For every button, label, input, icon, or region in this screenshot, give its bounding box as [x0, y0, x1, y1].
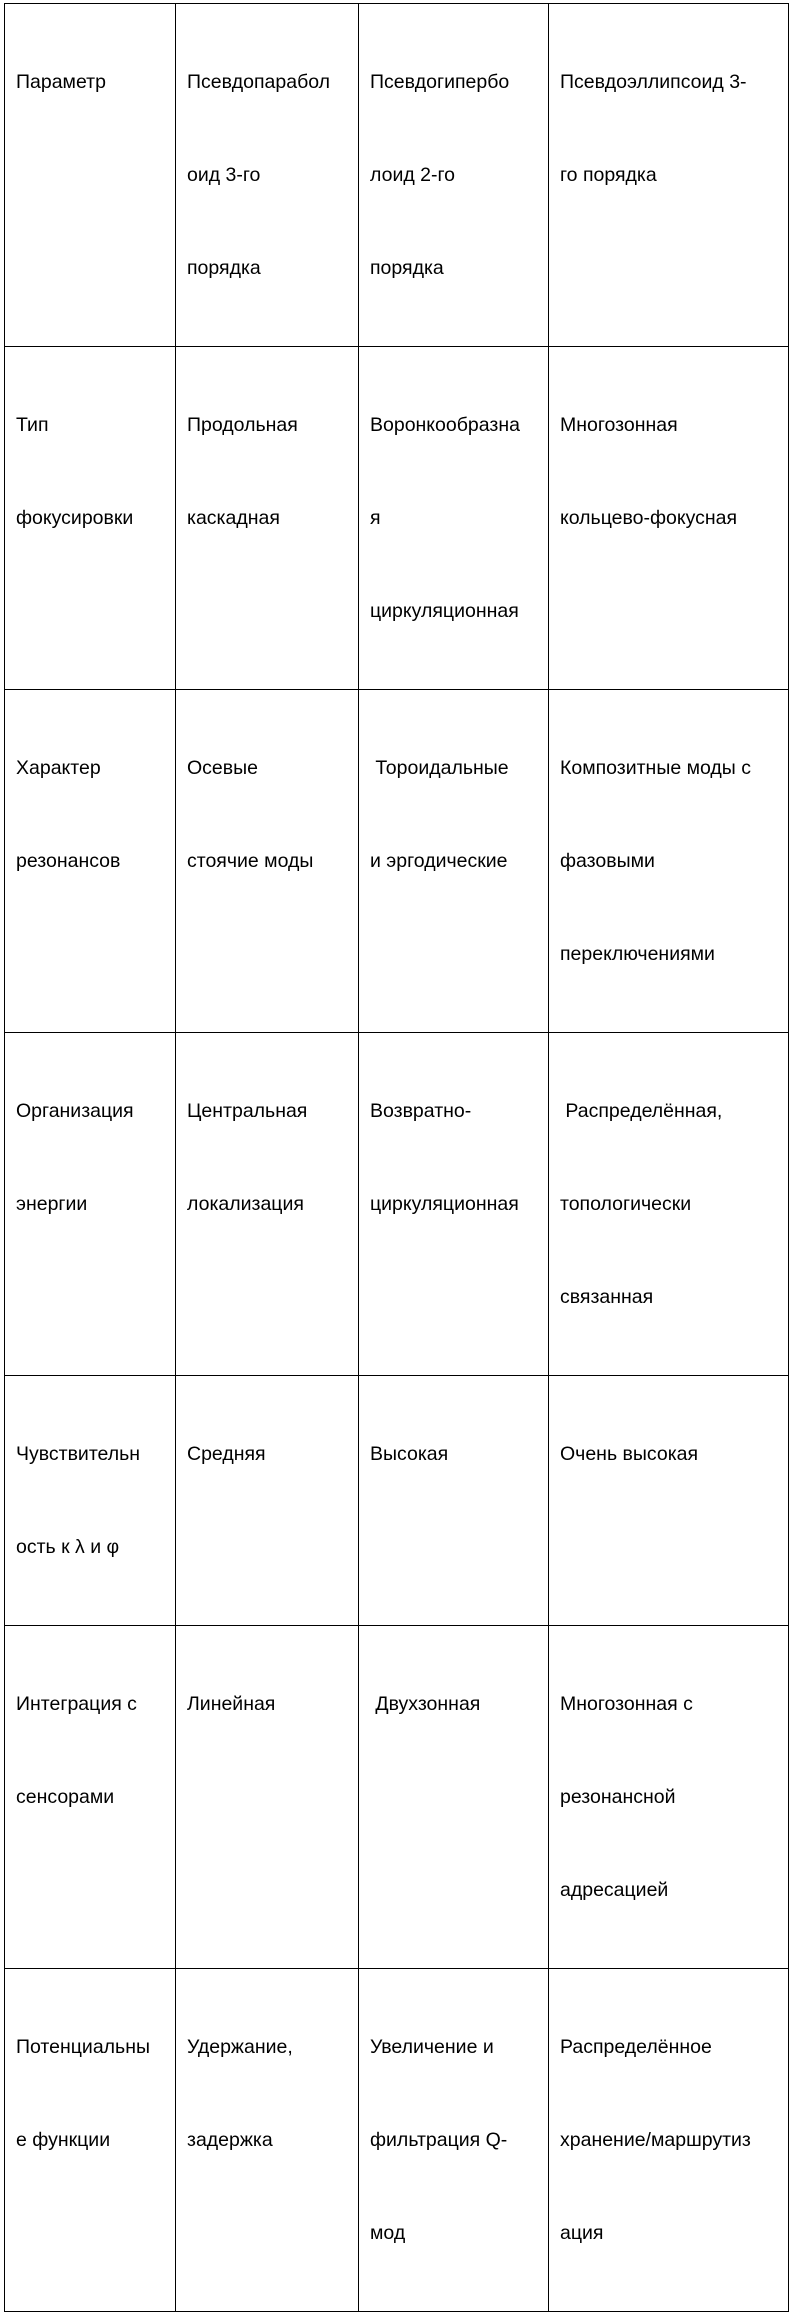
- table-cell: [549, 1033, 789, 1376]
- header-cell-pseudohyperboloid: [359, 4, 549, 347]
- cell-line: Распределённое: [560, 2036, 712, 2058]
- cell-line: Удержание,: [187, 2036, 293, 2058]
- table-cell: [359, 690, 549, 1033]
- cell-line: связанная: [560, 1286, 654, 1308]
- comparison-table: [4, 3, 789, 2312]
- cell-line: оид 3-го: [187, 164, 261, 186]
- cell-line: топологически: [560, 1193, 692, 1215]
- table-cell: [359, 1626, 549, 1969]
- cell-line: Продольная: [187, 414, 298, 436]
- table-row: [5, 1033, 789, 1376]
- table-cell: [549, 347, 789, 690]
- cell-line: Интеграция с: [16, 1693, 137, 1715]
- cell-line: каскадная: [187, 507, 280, 529]
- cell-line: Параметр: [16, 71, 106, 93]
- cell-line: Псевдоэллипсоид 3-: [560, 71, 747, 93]
- cell-line: Характер: [16, 757, 101, 779]
- table-cell: [176, 347, 359, 690]
- cell-line: ость к λ и φ: [16, 1536, 120, 1558]
- cell-line: хранение/маршрутиз: [560, 2129, 751, 2151]
- table-row: [5, 690, 789, 1033]
- table-cell: [176, 1376, 359, 1626]
- cell-line: Организация: [16, 1100, 134, 1122]
- cell-line: переключениями: [560, 943, 715, 965]
- cell-line: Потенциальны: [16, 2036, 150, 2058]
- cell-line: мод: [370, 2222, 406, 2244]
- cell-line: резонансов: [16, 850, 121, 872]
- row-label-cell: [5, 1626, 176, 1969]
- table-cell: [359, 1033, 549, 1376]
- cell-line: я: [370, 507, 381, 529]
- cell-line: фокусировки: [16, 507, 134, 529]
- cell-line: лоид 2-го: [370, 164, 455, 186]
- cell-line: ация: [560, 2222, 604, 2244]
- table-cell: [549, 1376, 789, 1626]
- cell-line: Высокая: [370, 1443, 449, 1465]
- table-row: [5, 1969, 789, 2312]
- cell-line: порядка: [370, 257, 444, 279]
- table-cell: [176, 1626, 359, 1969]
- cell-line: и эргодические: [370, 850, 508, 872]
- cell-line: Многозонная с: [560, 1693, 693, 1715]
- table-cell: [359, 1376, 549, 1626]
- cell-line: Двухзонная: [370, 1693, 481, 1715]
- cell-line: кольцево-фокусная: [560, 507, 738, 529]
- table-row: [5, 1376, 789, 1626]
- row-label-cell: [5, 1376, 176, 1626]
- cell-line: Тороидальные: [370, 757, 509, 779]
- cell-line: Средняя: [187, 1443, 266, 1465]
- cell-line: го порядка: [560, 164, 657, 186]
- row-label-cell: [5, 690, 176, 1033]
- cell-line: Воронкообразна: [370, 414, 520, 436]
- cell-line: задержка: [187, 2129, 273, 2151]
- row-label-cell: [5, 1033, 176, 1376]
- cell-line: фазовыми: [560, 850, 655, 872]
- cell-line: Многозонная: [560, 414, 678, 436]
- cell-line: фильтрация Q-: [370, 2129, 508, 2151]
- cell-line: циркуляционная: [370, 600, 519, 622]
- table-cell: [549, 1626, 789, 1969]
- cell-line: Псевдогипербо: [370, 71, 510, 93]
- table-cell: [176, 690, 359, 1033]
- row-label-cell: [5, 347, 176, 690]
- cell-line: Распределённая,: [560, 1100, 723, 1122]
- cell-line: Чувствительн: [16, 1443, 141, 1465]
- table-cell: [359, 1969, 549, 2312]
- cell-line: сенсорами: [16, 1786, 115, 1808]
- table-row: [5, 1626, 789, 1969]
- cell-line: Возвратно-: [370, 1100, 472, 1122]
- table-cell: [176, 1969, 359, 2312]
- header-cell-parameter: [5, 4, 176, 347]
- cell-line: е функции: [16, 2129, 111, 2151]
- cell-line: Очень высокая: [560, 1443, 699, 1465]
- table-cell: [549, 690, 789, 1033]
- cell-line: порядка: [187, 257, 261, 279]
- table-cell: [359, 347, 549, 690]
- cell-line: адресацией: [560, 1879, 669, 1901]
- cell-line: энергии: [16, 1193, 88, 1215]
- header-cell-pseudoparaboloid: [176, 4, 359, 347]
- cell-line: локализация: [187, 1193, 304, 1215]
- cell-line: циркуляционная: [370, 1193, 519, 1215]
- cell-line: Осевые: [187, 757, 258, 779]
- table-row: [5, 347, 789, 690]
- cell-line: Линейная: [187, 1693, 276, 1715]
- header-cell-pseudoellipsoid: [549, 4, 789, 347]
- cell-line: Тип: [16, 414, 49, 436]
- table-cell: [176, 1033, 359, 1376]
- cell-line: стоячие моды: [187, 850, 314, 872]
- table-cell: [549, 1969, 789, 2312]
- cell-line: Центральная: [187, 1100, 308, 1122]
- table-header-row: [5, 4, 789, 347]
- cell-line: резонансной: [560, 1786, 676, 1808]
- row-label-cell: [5, 1969, 176, 2312]
- cell-line: Увеличение и: [370, 2036, 494, 2058]
- cell-line: Композитные моды с: [560, 757, 751, 779]
- cell-line: Псевдопарабол: [187, 71, 331, 93]
